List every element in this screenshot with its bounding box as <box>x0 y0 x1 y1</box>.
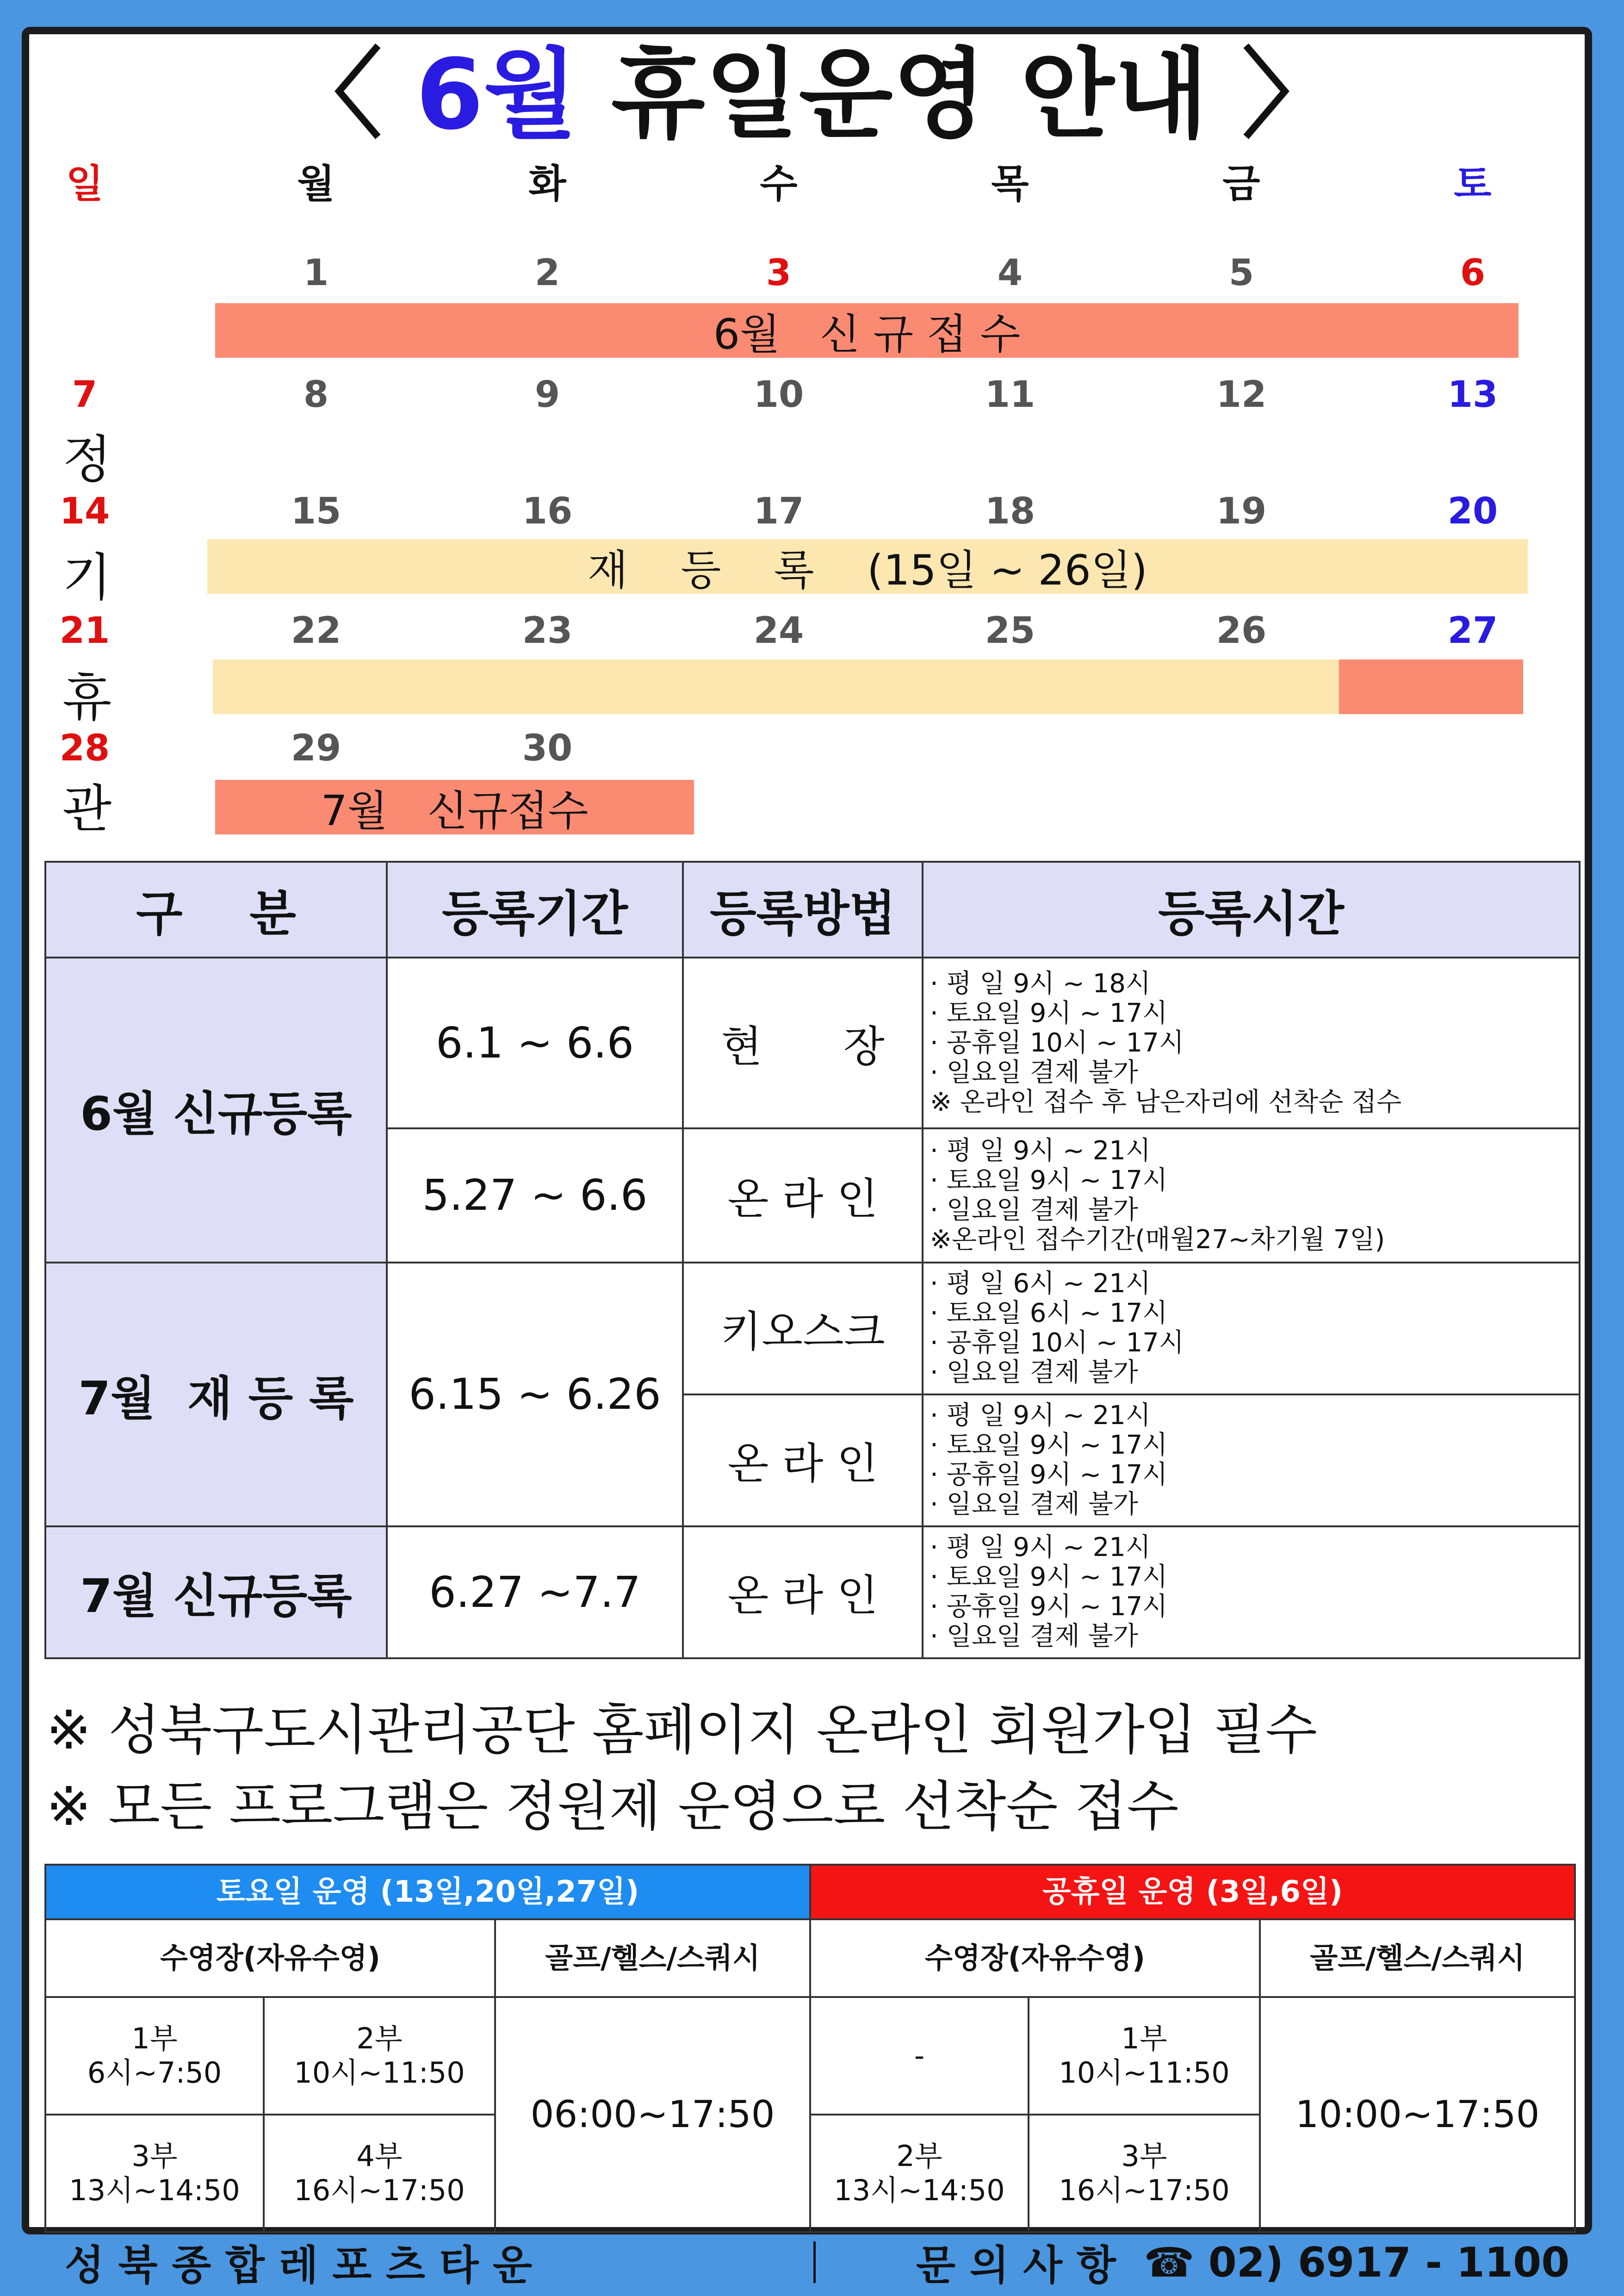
time-line: · 토요일 6시 ~ 17시 <box>930 1298 1168 1329</box>
july-new-registration-bar: 7월 신규접수 <box>215 780 694 834</box>
weekday-wed: 수 <box>760 161 798 206</box>
time-line: · 일요일 결제 불가 <box>930 1195 1138 1225</box>
weekday-sat: 토 <box>1454 161 1492 206</box>
june-new-registration-bar: 6월 신 규 접 수 <box>215 303 1519 358</box>
holiday-pool-label: 수영장(자유수영) <box>810 1919 1260 1997</box>
weekday-tue: 화 <box>528 161 566 206</box>
time-line: · 평 일 9시 ~ 18시 <box>930 968 1151 999</box>
day-cell-sunday: 28 <box>59 728 110 769</box>
footer-divider <box>813 2241 816 2283</box>
page-title: 〈 6월 휴일운영 안내 〉 <box>285 38 1339 151</box>
notice-first-come: ※ 모든 프로그램은 정원제 운영으로 선착순 접수 <box>46 1775 1179 1838</box>
phone-icon: ☎ <box>1143 2238 1195 2286</box>
day-cell: 9 <box>534 374 560 416</box>
weekday-mon: 월 <box>297 161 335 206</box>
time-line: · 일요일 결제 불가 <box>930 1357 1138 1388</box>
time-line: · 일요일 결제 불가 <box>930 1489 1138 1520</box>
method-cell: 키오스크 <box>683 1263 923 1394</box>
holiday-other-time: 10:00~17:50 <box>1260 1997 1575 2232</box>
saturday-pool-label: 수영장(자유수영) <box>45 1919 495 1997</box>
day-cell: 19 <box>1216 491 1267 532</box>
time-line: · 평 일 9시 ~ 21시 <box>930 1400 1151 1431</box>
time-line: · 공휴일 10시 ~ 17시 <box>930 1027 1184 1058</box>
method-cell: 현 장 <box>683 958 923 1129</box>
weekday-sun: 일 <box>66 161 104 206</box>
day-cell: 10 <box>753 374 804 416</box>
day-cell-saturday: 20 <box>1447 491 1498 532</box>
weekend-holiday-operations-table <box>44 1864 1576 2233</box>
time-line: · 평 일 9시 ~ 21시 <box>930 1532 1151 1563</box>
closure-label-char: 정 <box>62 430 112 489</box>
time-cell <box>923 958 1580 1129</box>
time-line: · 토요일 9시 ~ 17시 <box>930 1430 1168 1461</box>
weekday-thu: 목 <box>991 161 1029 206</box>
saturday-session: 3부 13시~14:50 <box>45 2115 264 2232</box>
re-registration-bar: 재 등 록 (15일 ~ 26일) <box>207 539 1528 594</box>
period-cell: 6.1 ~ 6.6 <box>387 958 683 1129</box>
day-cell: 8 <box>303 374 329 416</box>
july-new-online-bar <box>1339 660 1523 714</box>
holiday-session: 2부 13시~14:50 <box>810 2115 1029 2232</box>
category-cell: 7월 신규등록 <box>45 1526 387 1658</box>
time-line: ※온라인 접수기간(매월27~차기월 7일) <box>930 1224 1385 1255</box>
day-cell: 26 <box>1216 610 1267 652</box>
saturday-other-time: 06:00~17:50 <box>495 1997 810 2232</box>
footer-facility-name: 성 북 종 합 레 포 츠 타 운 <box>65 2241 533 2289</box>
day-cell-saturday: 27 <box>1447 610 1498 652</box>
category-cell: 7월 재 등 록 <box>45 1263 387 1526</box>
day-cell-holiday: 3 <box>766 252 792 294</box>
day-cell: 17 <box>753 491 804 532</box>
footer-phone: 02) 6917 - 1100 <box>1208 2238 1570 2286</box>
weekday-fri: 금 <box>1222 161 1260 206</box>
day-cell: 4 <box>997 252 1023 294</box>
period-cell: 6.15 ~ 6.26 <box>387 1263 683 1526</box>
saturday-operation-header: 토요일 운영 (13일,20일,27일) <box>45 1865 810 1919</box>
time-cell <box>923 1526 1580 1658</box>
holiday-session: 1부 10시~11:50 <box>1029 1997 1260 2115</box>
day-cell-sunday: 21 <box>59 610 110 652</box>
holiday-operation-header: 공휴일 운영 (3일,6일) <box>810 1865 1575 1919</box>
day-cell-saturday: 13 <box>1447 374 1498 416</box>
header-time: 등록시간 <box>923 862 1580 958</box>
day-cell-sunday: 7 <box>72 374 98 416</box>
day-cell: 25 <box>985 610 1035 652</box>
day-cell: 23 <box>522 610 573 652</box>
day-cell: 2 <box>534 252 560 294</box>
time-line: · 토요일 9시 ~ 17시 <box>930 1562 1168 1593</box>
time-cell <box>923 1128 1580 1262</box>
day-cell: 18 <box>985 491 1035 532</box>
day-cell-holiday: 6 <box>1460 252 1486 294</box>
day-cell: 15 <box>291 491 341 532</box>
title-month: 6월 <box>415 38 577 151</box>
day-cell: 5 <box>1228 252 1254 294</box>
footer-contact-label: 문 의 사 항 <box>916 2241 1116 2289</box>
day-cell: 24 <box>753 610 804 652</box>
time-line: · 일요일 결제 불가 <box>930 1057 1138 1088</box>
holiday-other-label: 골프/헬스/스쿼시 <box>1260 1919 1575 1997</box>
time-line: · 공휴일 9시 ~ 17시 <box>930 1592 1168 1622</box>
closure-label-char: 휴 <box>62 668 112 728</box>
period-cell: 5.27 ~ 6.6 <box>387 1128 683 1262</box>
saturday-other-label: 골프/헬스/스쿼시 <box>495 1919 810 1997</box>
day-cell: 22 <box>291 610 341 652</box>
closure-label-char: 관 <box>62 779 112 839</box>
title-rest: 휴일운영 안내 <box>611 38 1209 151</box>
closure-label-char: 기 <box>62 548 112 607</box>
category-cell: 6월 신규등록 <box>45 958 387 1263</box>
day-cell: 12 <box>1216 374 1267 416</box>
registration-table <box>44 861 1581 1659</box>
re-registration-bar-continued <box>213 660 1339 714</box>
header-period: 등록기간 <box>387 862 683 958</box>
holiday-session: - <box>810 1997 1029 2115</box>
header-method: 등록방법 <box>683 862 923 958</box>
time-line: · 공휴일 10시 ~ 17시 <box>930 1328 1184 1358</box>
time-line: ※ 온라인 접수 후 남은자리에 선착순 접수 <box>930 1087 1402 1117</box>
time-line: · 평 일 6시 ~ 21시 <box>930 1269 1151 1299</box>
day-cell: 11 <box>985 374 1035 416</box>
method-cell: 온 라 인 <box>683 1128 923 1262</box>
day-cell-sunday: 14 <box>59 491 110 532</box>
holiday-session: 3부 16시~17:50 <box>1029 2115 1260 2232</box>
time-line: · 평 일 9시 ~ 21시 <box>930 1135 1151 1166</box>
time-line: · 공휴일 9시 ~ 17시 <box>930 1460 1168 1490</box>
time-cell <box>923 1394 1580 1526</box>
day-cell: 16 <box>522 491 573 532</box>
day-cell: 29 <box>291 728 341 769</box>
time-line: · 일요일 결제 불가 <box>930 1621 1138 1652</box>
saturday-session: 4부 16시~17:50 <box>264 2115 495 2232</box>
footer-contact <box>916 2234 1570 2290</box>
method-cell: 온 라 인 <box>683 1394 923 1526</box>
day-cell: 1 <box>303 252 329 294</box>
notice-signup: ※ 성북구도시관리공단 홈페이지 온라인 회원가입 필수 <box>46 1699 1317 1761</box>
period-cell: 6.27 ~7.7 <box>387 1526 683 1658</box>
time-cell <box>923 1263 1580 1394</box>
header-category: 구 분 <box>45 862 387 958</box>
saturday-session: 2부 10시~11:50 <box>264 1997 495 2115</box>
time-line: · 토요일 9시 ~ 17시 <box>930 1165 1168 1195</box>
day-cell: 30 <box>522 728 573 769</box>
method-cell: 온 라 인 <box>683 1526 923 1658</box>
saturday-session: 1부 6시~7:50 <box>45 1997 264 2115</box>
time-line: · 토요일 9시 ~ 17시 <box>930 998 1168 1028</box>
